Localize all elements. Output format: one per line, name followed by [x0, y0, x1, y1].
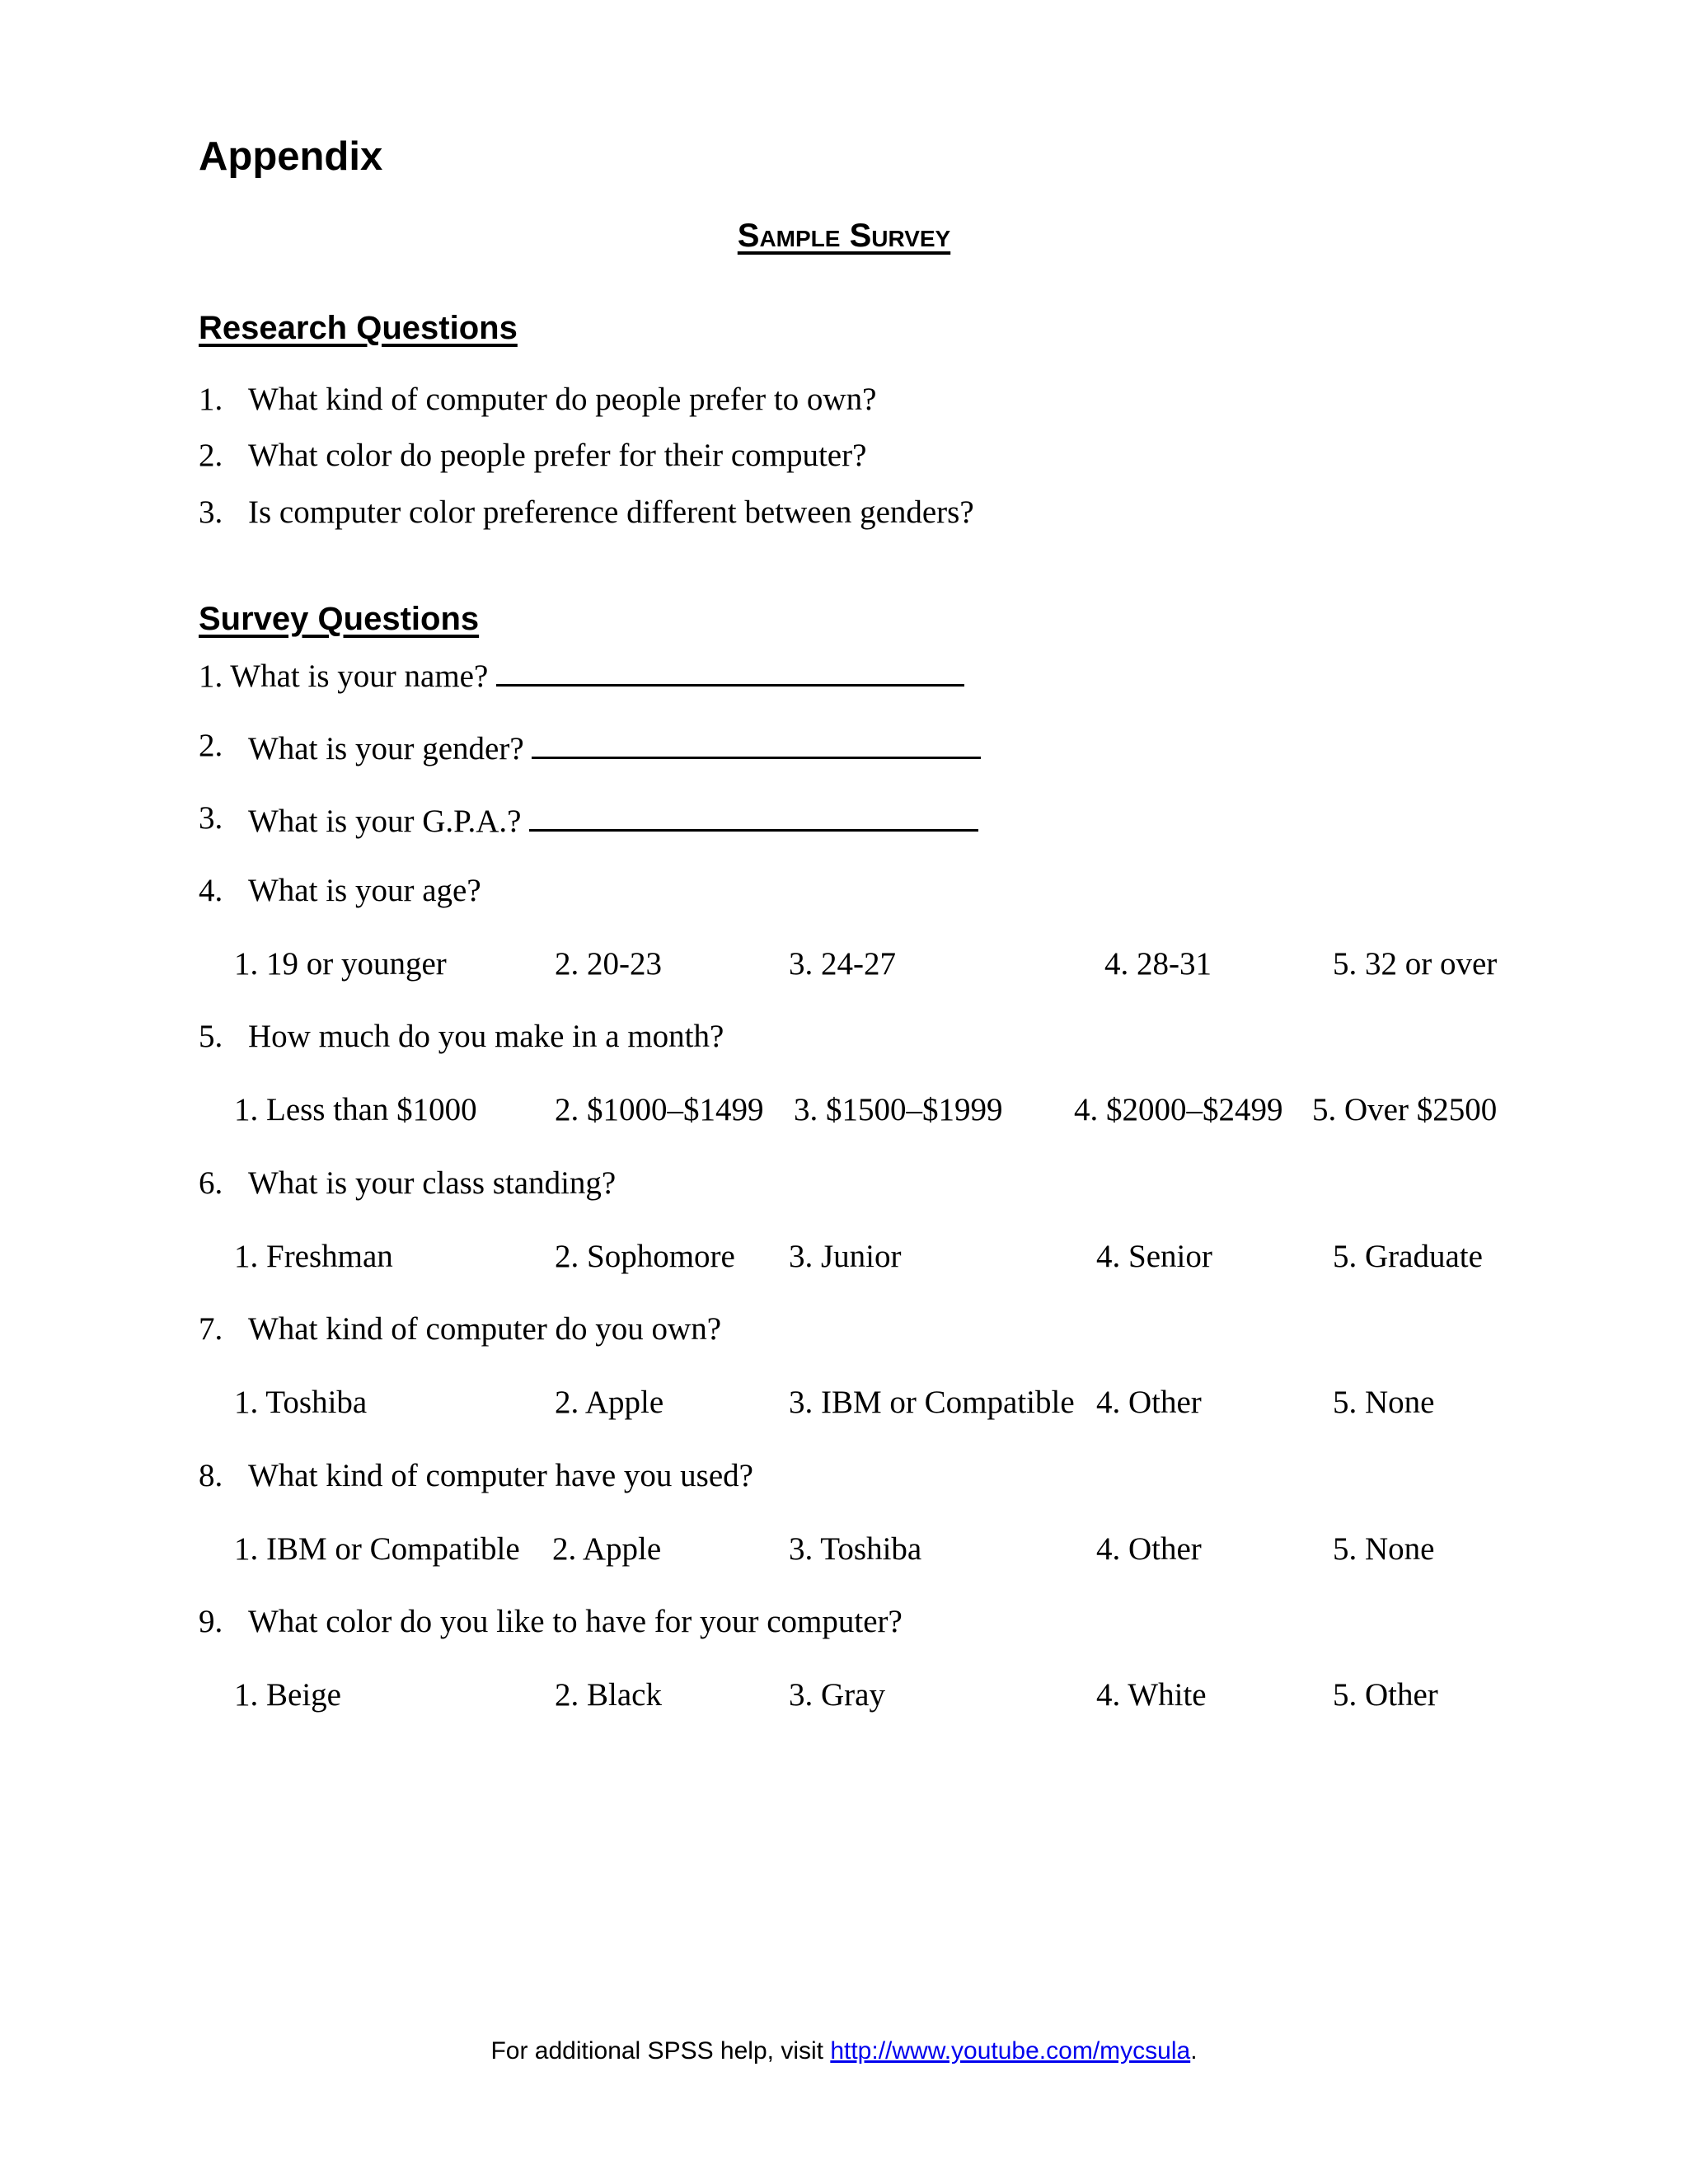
answer-option[interactable]: 4. Senior — [1096, 1239, 1212, 1274]
question-text: What is your G.P.A.? — [248, 804, 522, 839]
answer-option[interactable]: 5. Graduate — [1333, 1239, 1483, 1274]
answer-option[interactable]: 5. None — [1333, 1531, 1435, 1567]
gender-answer-line[interactable] — [532, 727, 981, 759]
research-question-number: 3. — [199, 494, 223, 530]
answer-option[interactable]: 4. Other — [1096, 1531, 1202, 1567]
question-number: 4. — [199, 873, 223, 908]
question-number: 9. — [199, 1604, 223, 1639]
survey-questions-heading: Survey Questions — [199, 601, 480, 637]
answer-option[interactable]: 3. 24-27 — [789, 946, 896, 982]
answer-option[interactable]: 4. 28-31 — [1104, 946, 1212, 982]
answer-option[interactable]: 3. Gray — [789, 1677, 885, 1713]
gpa-answer-line[interactable] — [529, 799, 978, 832]
question-number: 2. — [199, 728, 223, 763]
question-text: What is your name? — [230, 658, 489, 694]
appendix-title: Appendix — [199, 134, 383, 179]
question-text: What is your gender? — [248, 731, 524, 766]
answer-option[interactable]: 3. Toshiba — [789, 1531, 922, 1567]
answer-option[interactable]: 3. $1500–$1999 — [794, 1092, 1003, 1127]
answer-option[interactable]: 4. White — [1096, 1677, 1207, 1713]
answer-option[interactable]: 3. Junior — [789, 1239, 902, 1274]
answer-option[interactable]: 1. 19 or younger — [234, 946, 447, 982]
answer-option[interactable]: 4. $2000–$2499 — [1074, 1092, 1283, 1127]
answer-option[interactable]: 2. $1000–$1499 — [555, 1092, 764, 1127]
research-question-number: 1. — [199, 382, 223, 417]
answer-option[interactable]: 2. Apple — [552, 1531, 662, 1567]
research-question-text: What kind of computer do people prefer to own? — [248, 382, 877, 417]
answer-option[interactable]: 5. Other — [1333, 1677, 1438, 1713]
question-number: 5. — [199, 1019, 223, 1054]
answer-option[interactable]: 3. IBM or Compatible — [789, 1385, 1075, 1420]
answer-option[interactable]: 2. 20-23 — [555, 946, 662, 982]
question-number: 7. — [199, 1311, 223, 1347]
survey-title: Sample Survey — [737, 218, 951, 254]
question-number: 3. — [199, 800, 223, 836]
answer-option[interactable]: 2. Apple — [555, 1385, 664, 1420]
answer-option[interactable]: 1. Less than $1000 — [234, 1092, 477, 1127]
answer-option[interactable]: 4. Other — [1096, 1385, 1202, 1420]
answer-option[interactable]: 1. Freshman — [234, 1239, 393, 1274]
name-answer-line[interactable] — [496, 654, 964, 687]
question-body — [248, 727, 981, 767]
question-text: What kind of computer do you own? — [248, 1311, 722, 1347]
answer-option[interactable]: 2. Sophomore — [555, 1239, 735, 1274]
question-body — [248, 799, 978, 840]
answer-option[interactable]: 5. None — [1333, 1385, 1435, 1420]
question-number: 8. — [199, 1458, 223, 1493]
research-questions-heading: Research Questions — [199, 310, 518, 346]
answer-option[interactable]: 1. Beige — [234, 1677, 341, 1713]
footer — [0, 2037, 1688, 2065]
research-question-text: Is computer color preference different between genders? — [248, 494, 974, 530]
question-text: What is your age? — [248, 873, 481, 908]
answer-option[interactable]: 5. Over $2500 — [1312, 1092, 1498, 1127]
footer-text: For additional SPSS help, visit — [490, 2037, 831, 2064]
research-question-number: 2. — [199, 438, 223, 473]
question-text: What is your class standing? — [248, 1165, 617, 1201]
answer-option[interactable]: 5. 32 or over — [1333, 946, 1498, 982]
footer-link[interactable]: http://www.youtube.com/mycsula — [830, 2037, 1191, 2064]
footer-period: . — [1190, 2037, 1198, 2064]
answer-option[interactable]: 2. Black — [555, 1677, 662, 1713]
question-text: What kind of computer have you used? — [248, 1458, 753, 1493]
survey-question-name — [199, 654, 964, 695]
research-question-text: What color do people prefer for their computer? — [248, 438, 867, 473]
answer-option[interactable]: 1. IBM or Compatible — [234, 1531, 520, 1567]
question-number: 6. — [199, 1165, 223, 1201]
question-text: How much do you make in a month? — [248, 1019, 724, 1054]
question-number: 1. — [199, 658, 223, 694]
answer-option[interactable]: 1. Toshiba — [234, 1385, 368, 1420]
question-text: What color do you like to have for your computer? — [248, 1604, 903, 1639]
